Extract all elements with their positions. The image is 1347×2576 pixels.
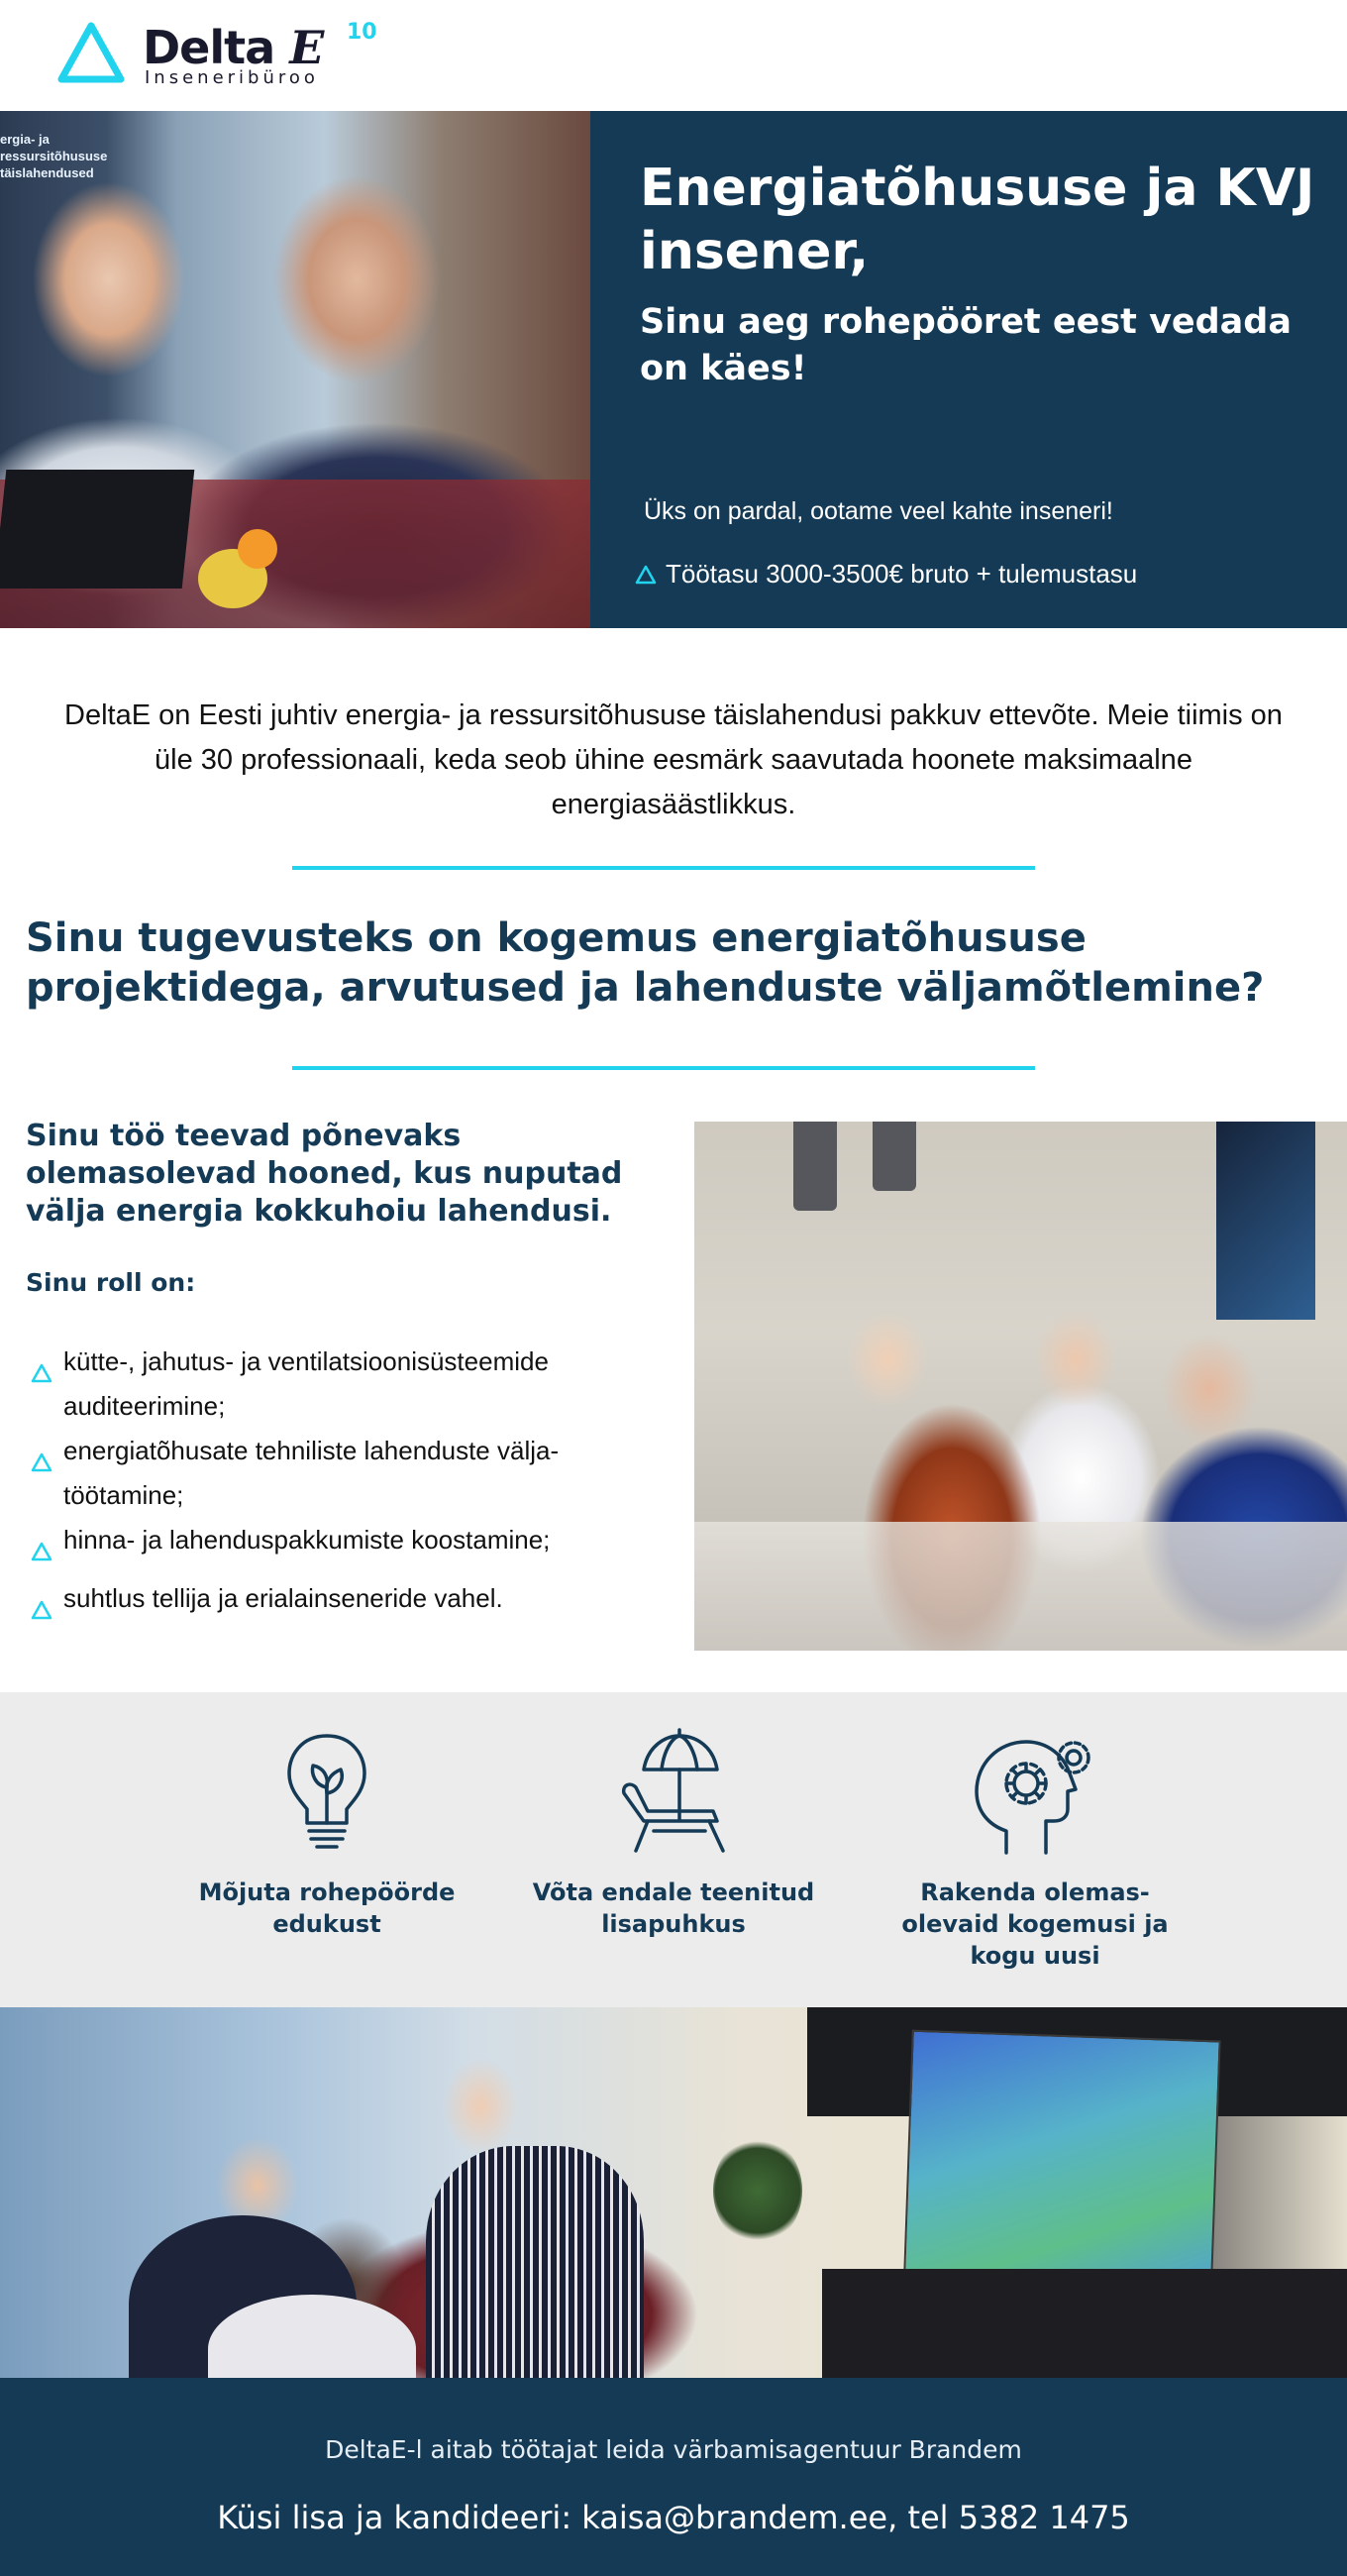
deltae-logo[interactable]: [57, 20, 384, 91]
footer-contact[interactable]: Küsi lisa ja kandideeri: kaisa@brandem.ee, tel 5382 1475: [217, 2499, 1130, 2536]
photo-table: [694, 1522, 1347, 1651]
page-header: [0, 0, 1347, 111]
team-photo: [0, 2007, 1347, 2378]
photo-shelf: [822, 2269, 1347, 2378]
meeting-photo: [694, 1122, 1347, 1651]
footer-note: DeltaE-l aitab töötajat leida värbamisagentuur Brandem: [325, 2435, 1022, 2464]
head-gears-icon: [961, 1728, 1109, 1857]
hero-salary: [634, 559, 1137, 590]
role-item-text: energiatõhusate tehniliste lahenduste välja-töötamine;: [63, 1436, 560, 1510]
triangle-bullet-icon: [634, 564, 658, 586]
photo-fruit: [238, 529, 277, 569]
salary-text: Töötasu 3000-3500€ bruto + tulemustasu: [666, 559, 1138, 589]
photo-painting: [902, 2030, 1220, 2310]
role-list-item: [30, 1340, 674, 1429]
benefit-item: [178, 1728, 475, 1940]
logo-subtitle: Inseneribüroo: [145, 67, 319, 88]
photo-banner-text: ergia- ja ressursitõhususe täislahendused: [0, 132, 108, 180]
triangle-bullet-icon: [30, 1541, 53, 1562]
accent-divider: [292, 866, 1035, 870]
triangle-bullet-icon: [30, 1362, 53, 1384]
role-list-item: [30, 1576, 674, 1635]
lightbulb-icon: [267, 1728, 386, 1857]
hero-title: Energiatõhususe ja KVJ insener,: [640, 159, 1315, 281]
role-heading: Sinu töö teevad põnevaks olemasolevad hooned, kus nuputad välja energia kokkuhoiu lahendusi.: [26, 1119, 623, 1229]
page-footer: [0, 2378, 1347, 2576]
role-list: [30, 1340, 674, 1635]
benefit-item: [525, 1728, 822, 1940]
strengths-heading: Sinu tugevusteks on kogemus energiatõhususe projektidega, arvutused ja lahenduste väljamõtlemine?: [26, 915, 1265, 1011]
photo-lamp: [873, 1122, 916, 1191]
benefits-section: [0, 1692, 1347, 2007]
role-list-item: [30, 1518, 674, 1576]
hero-subtitle: Sinu aeg rohepööret eest vedada on käes!: [640, 302, 1292, 388]
photo-screen: [1216, 1122, 1315, 1320]
role-item-text: hinna- ja lahenduspakkumiste koostamine;: [63, 1525, 551, 1555]
role-label: Sinu roll on:: [26, 1268, 196, 1297]
hero-section: [0, 111, 1347, 628]
photo-person: [426, 2146, 644, 2378]
accent-divider: [292, 1066, 1035, 1070]
logo-wordmark: Delta E: [143, 21, 324, 74]
logo-superscript: 10: [347, 20, 377, 45]
hero-panel: [590, 111, 1347, 628]
hero-photo: [0, 111, 590, 628]
benefit-label: Rakenda olemas-olevaid kogemusi ja kogu uusi: [901, 1878, 1169, 1970]
photo-laptop: [0, 470, 194, 589]
role-item-text: kütte-, jahutus- ja ventilatsioonisüsteemide auditeerimine;: [63, 1346, 549, 1421]
role-list-item: [30, 1429, 674, 1518]
logo-triangle-icon: [57, 22, 125, 83]
photo-lamp: [793, 1122, 837, 1211]
hero-note: Üks on pardal, ootame veel kahte inseneri!: [644, 497, 1113, 525]
logo-letter: E: [289, 21, 324, 74]
benefit-label: Võta endale teenitud lisapuhkus: [532, 1878, 815, 1938]
benefit-label: Mõjuta rohepöörde edukust: [198, 1878, 456, 1938]
photo-plant: [713, 2136, 802, 2245]
role-item-text: suhtlus tellija ja erialainseneride vahel.: [63, 1583, 503, 1613]
benefit-item: [886, 1728, 1184, 1972]
beach-chair-icon: [614, 1728, 733, 1857]
intro-paragraph: DeltaE on Eesti juhtiv energia- ja ressursitõhususe täislahendusi pakkuv ettevõte. Meie tiimis on üle 30 professionaali, keda seob ühine eesmärk saavutada hoonete maksimaalne energiasäästlikkus.: [64, 699, 1283, 820]
triangle-bullet-icon: [30, 1451, 53, 1473]
triangle-bullet-icon: [30, 1599, 53, 1621]
